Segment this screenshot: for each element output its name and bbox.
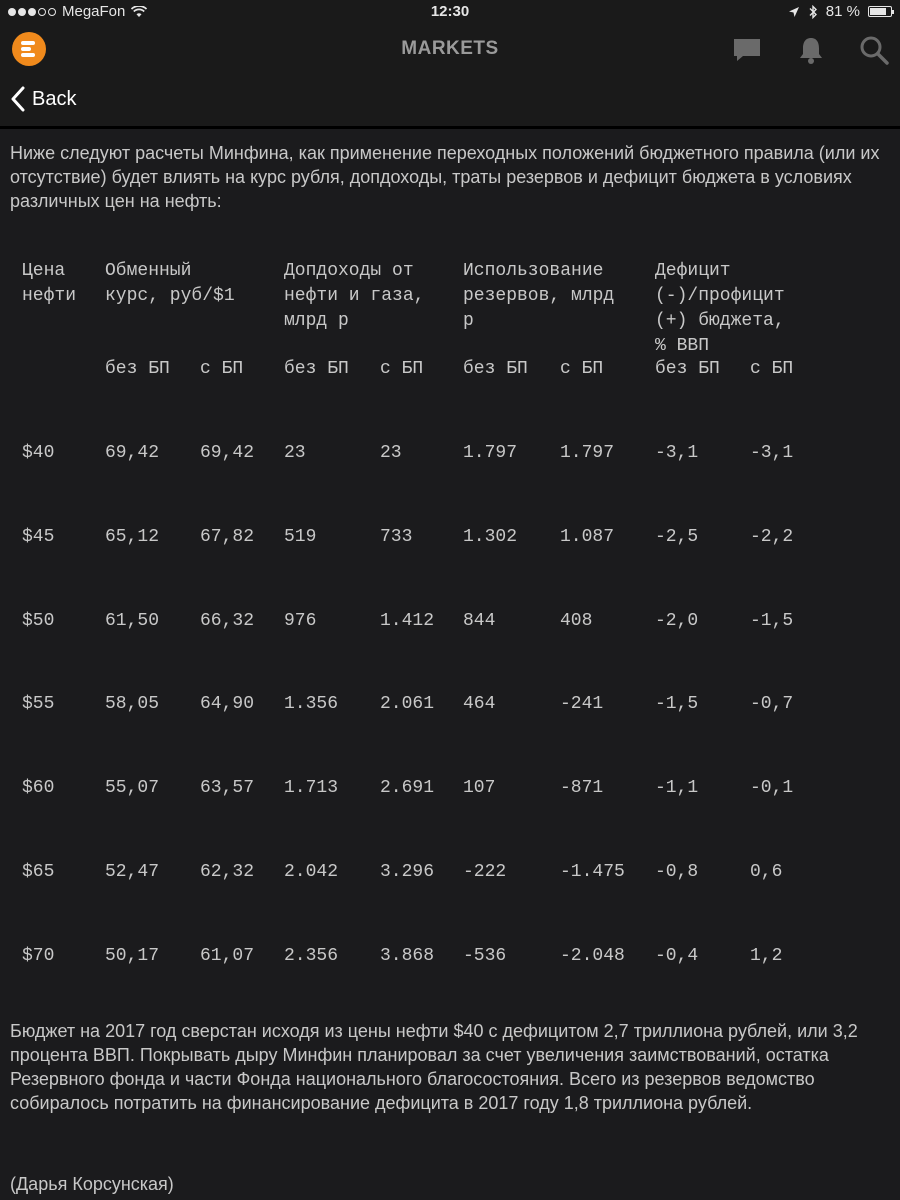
table-subheader: с БП [560, 359, 604, 379]
table-cell: 52,47 [105, 862, 160, 882]
table-cell: 1,2 [750, 946, 783, 966]
table-cell: -3,1 [750, 443, 794, 463]
table-cell: 976 [284, 611, 317, 631]
table-cell: -1,5 [655, 694, 699, 714]
search-icon[interactable] [858, 34, 890, 66]
chevron-left-icon [10, 86, 26, 112]
table-subheader: с БП [380, 359, 424, 379]
table-row-label: $60 [22, 778, 55, 798]
table-cell: -0,7 [750, 694, 794, 714]
table-cell: 63,57 [200, 778, 255, 798]
top-nav-bar [0, 24, 900, 76]
table-row-label: $55 [22, 694, 55, 714]
table-cell: 733 [380, 527, 413, 547]
table-cell: 1.356 [284, 694, 339, 714]
table-header: Использование резервов, млрд р [463, 261, 615, 331]
table-subheader: с БП [200, 359, 244, 379]
table-cell: 464 [463, 694, 496, 714]
table-header: Дефицит (-)/профицит (+) бюджета, % ВВП [655, 261, 785, 356]
table-cell: 67,82 [200, 527, 255, 547]
table-cell: -536 [463, 946, 507, 966]
table-cell: -3,1 [655, 443, 699, 463]
bell-icon[interactable] [795, 34, 827, 66]
status-time: 12:30 [430, 3, 470, 20]
location-arrow-icon [788, 6, 800, 18]
status-bar [0, 0, 900, 24]
table-header: Допдоходы от нефти и газа, млрд р [284, 261, 425, 331]
table-cell: 1.797 [560, 443, 615, 463]
table-cell: 58,05 [105, 694, 160, 714]
table-cell: 3.868 [380, 946, 435, 966]
table-row-label: $70 [22, 946, 55, 966]
table-subheader: без БП [463, 359, 528, 379]
table-row-label: $50 [22, 611, 55, 631]
carrier-name: MegaFon [62, 3, 126, 20]
table-cell: 2.042 [284, 862, 339, 882]
intro-paragraph: Ниже следуют расчеты Минфина, как применение переходных положений бюджетного правила (или их отсутствие) будет влиять на курс рубля, допдоходы, траты резервов и дефицит бюджета в условиях различных цен на нефть: [10, 143, 880, 211]
table-cell: -871 [560, 778, 604, 798]
table-cell: -1,1 [655, 778, 699, 798]
table-cell: 2.061 [380, 694, 435, 714]
table-cell: 23 [380, 443, 402, 463]
table-cell: -1,5 [750, 611, 794, 631]
table-cell: 408 [560, 611, 593, 631]
table-cell: 1.412 [380, 611, 435, 631]
author-credit: (Дарья Корсунская) [10, 1174, 174, 1194]
table-subheader: без БП [284, 359, 349, 379]
chat-icon[interactable] [731, 34, 763, 66]
table-cell: 1.797 [463, 443, 518, 463]
table-cell: -0,8 [655, 862, 699, 882]
page-title: MARKETS [401, 38, 499, 59]
table-cell: -241 [560, 694, 604, 714]
table-cell: 519 [284, 527, 317, 547]
table-cell: -1.475 [560, 862, 625, 882]
table-cell: 3.296 [380, 862, 435, 882]
table-cell: 69,42 [200, 443, 255, 463]
battery-percent: 81 % [825, 3, 860, 20]
battery-icon [868, 6, 892, 17]
table-cell: -222 [463, 862, 507, 882]
table-cell: 65,12 [105, 527, 160, 547]
table-row-label: $65 [22, 862, 55, 882]
table-subheader: с БП [750, 359, 794, 379]
table-subheader: без БП [105, 359, 170, 379]
table-cell: 62,32 [200, 862, 255, 882]
table-cell: -0,4 [655, 946, 699, 966]
table-cell: 50,17 [105, 946, 160, 966]
table-cell: 2.356 [284, 946, 339, 966]
bluetooth-icon [808, 5, 818, 19]
table-cell: 55,07 [105, 778, 160, 798]
table-cell: 2.691 [380, 778, 435, 798]
table-subheader: без БП [655, 359, 720, 379]
status-right [788, 3, 892, 20]
table-cell: 61,50 [105, 611, 160, 631]
table-cell: -0,1 [750, 778, 794, 798]
table-cell: 1.087 [560, 527, 615, 547]
table-cell: -2.048 [560, 946, 625, 966]
table-row-label: $40 [22, 443, 55, 463]
back-button[interactable] [10, 86, 76, 112]
table-cell: 107 [463, 778, 496, 798]
table-cell: 64,90 [200, 694, 255, 714]
table-row-label: $45 [22, 527, 55, 547]
table-cell: 66,32 [200, 611, 255, 631]
table-cell: -2,0 [655, 611, 699, 631]
table-cell: 1.302 [463, 527, 518, 547]
back-bar [0, 76, 900, 129]
table-cell: 23 [284, 443, 306, 463]
table-cell: 69,42 [105, 443, 160, 463]
table-cell: 844 [463, 611, 496, 631]
table-cell: -2,5 [655, 527, 699, 547]
back-label: Back [32, 87, 77, 110]
table-header: Обменный курс, руб/$1 [105, 261, 235, 306]
table-cell: 61,07 [200, 946, 255, 966]
table-cell: -2,2 [750, 527, 794, 547]
outro-paragraph: Бюджет на 2017 год сверстан исходя из цены нефти $40 с дефицитом 2,7 триллиона рублей, или 3,2 процента ВВП. Покрывать дыру Минфин планировал за счет увеличения заимствований, остатка Резервного фонда и части Фонда национального благосостояния. Всего из резервов ведомство собиралось потратить на финансирование дефицита в 2017 году 1,8 триллиона рублей. [10, 1021, 858, 1113]
table-header: Цена нефти [22, 261, 77, 306]
table-cell: 1.713 [284, 778, 339, 798]
table-cell: 0,6 [750, 862, 783, 882]
